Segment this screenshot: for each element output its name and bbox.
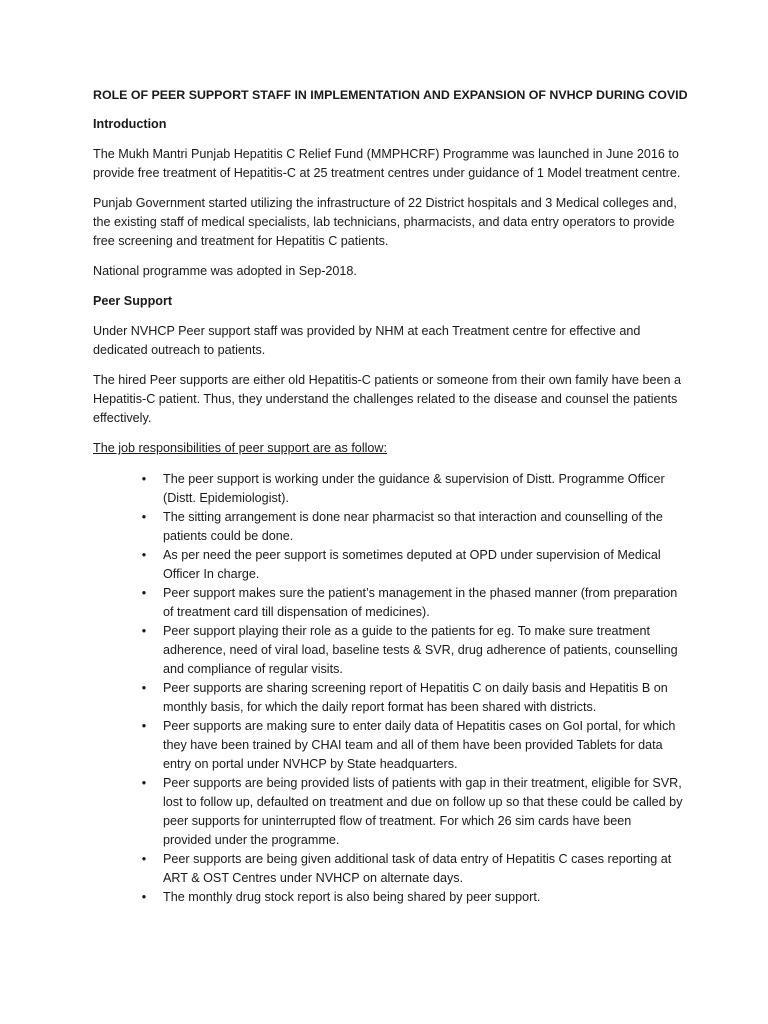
list-item	[141, 584, 683, 622]
peer-support-paragraph: Under NVHCP Peer support staff was provided by NHM at each Treatment centre for effective and dedicated outreach to patients.	[93, 324, 641, 357]
bullet-icon: •	[141, 510, 147, 524]
list-item	[141, 850, 683, 888]
list-item	[141, 546, 683, 584]
responsibilities-list	[93, 470, 683, 907]
introduction-heading: Introduction	[93, 117, 167, 131]
list-item	[141, 774, 683, 850]
list-item	[141, 508, 683, 546]
intro-paragraph: The Mukh Mantri Punjab Hepatitis C Relief Fund (MMPHCRF) Programme was launched in June 2016 to provide free treatment of Hepatitis-C at 25 treatment centres under guidance of 1 Model treatment centre.	[93, 147, 681, 180]
list-item	[141, 470, 683, 508]
bullet-icon: •	[141, 890, 147, 904]
bullet-icon: •	[141, 681, 147, 695]
bullet-icon: •	[141, 472, 147, 486]
responsibilities-heading: The job responsibilities of peer support are as follow:	[93, 441, 388, 455]
list-item-text: Peer supports are being given additional task of data entry of Hepatitis C cases reporting at ART & OST Centres under NVHCP on alternate days.	[163, 852, 672, 885]
document-title: ROLE OF PEER SUPPORT STAFF IN IMPLEMENTATION AND EXPANSION OF NVHCP DURING COVID	[93, 88, 688, 102]
list-item	[141, 679, 683, 717]
list-item-text: Peer support makes sure the patient’s management in the phased manner (from preparation of treatment card till dispensation of medicines).	[163, 586, 678, 619]
list-item-text: Peer support playing their role as a guide to the patients for eg. To make sure treatment adherence, need of viral load, baseline tests & SVR, drug adherence of patients, counselling and compliance of regular visits.	[163, 624, 678, 676]
bullet-icon: •	[141, 776, 147, 790]
list-item-text: Peer supports are sharing screening report of Hepatitis C on daily basis and Hepatitis B on monthly basis, for which the daily report format has been shared with districts.	[163, 681, 668, 714]
list-item-text: The peer support is working under the guidance & supervision of Distt. Programme Officer (Distt. Epidemiologist).	[163, 472, 665, 505]
bullet-icon: •	[141, 548, 147, 562]
list-item	[141, 888, 683, 907]
intro-paragraph: Punjab Government started utilizing the infrastructure of 22 District hospitals and 3 Medical colleges and, the existing staff of medical specialists, lab technicians, pharmacists, and data entry operators to provide free screening and treatment for Hepatitis C patients.	[93, 196, 677, 248]
list-item-text: The monthly drug stock report is also being shared by peer support.	[163, 890, 541, 904]
bullet-icon: •	[141, 719, 147, 733]
document-page	[93, 86, 688, 907]
intro-paragraph: National programme was adopted in Sep-2018.	[93, 264, 357, 278]
list-item	[141, 622, 683, 679]
bullet-icon: •	[141, 586, 147, 600]
list-item-text: The sitting arrangement is done near pharmacist so that interaction and counselling of the patients could be done.	[163, 510, 663, 543]
peer-support-heading: Peer Support	[93, 294, 173, 308]
bullet-icon: •	[141, 852, 147, 866]
peer-support-paragraph: The hired Peer supports are either old Hepatitis-C patients or someone from their own family have been a Hepatitis-C patient. Thus, they understand the challenges related to the disease and counsel the patients effectively.	[93, 373, 682, 425]
list-item-text: Peer supports are being provided lists of patients with gap in their treatment, eligible for SVR, lost to follow up, defaulted on treatment and due on follow up so that these could be called by peer supports for uninterrupted flow of treatment. For which 26 sim cards have been provided under the programme.	[163, 776, 683, 847]
list-item-text: As per need the peer support is sometimes deputed at OPD under supervision of Medical Officer In charge.	[163, 548, 661, 581]
list-item	[141, 717, 683, 774]
bullet-icon: •	[141, 624, 147, 638]
list-item-text: Peer supports are making sure to enter daily data of Hepatitis cases on GoI portal, for which they have been trained by CHAI team and all of them have been provided Tablets for data entry on portal under NVHCP by State headquarters.	[163, 719, 676, 771]
